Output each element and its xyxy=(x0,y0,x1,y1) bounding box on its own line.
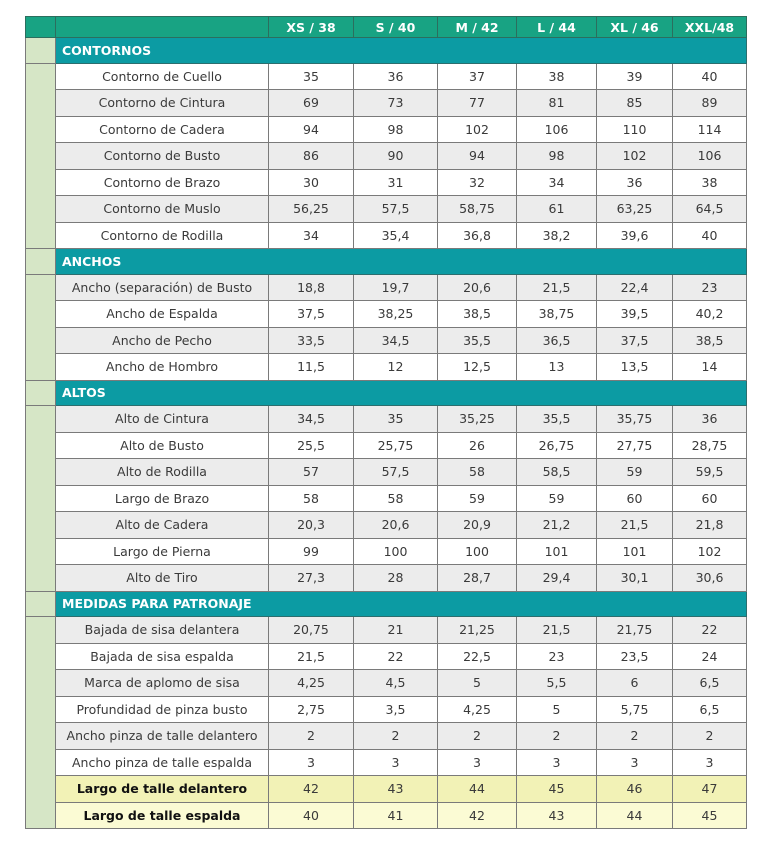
measurement-label: Largo de talle delantero xyxy=(56,776,269,803)
value-cell-xxl: 45 xyxy=(673,802,747,829)
value-cell-xxl: 38,5 xyxy=(673,327,747,354)
value-cell-l: 45 xyxy=(517,776,597,803)
value-cell-l: 13 xyxy=(517,354,597,381)
value-cell-m: 2 xyxy=(438,723,517,750)
value-cell-xs: 86 xyxy=(269,143,354,170)
value-cell-xl: 37,5 xyxy=(597,327,673,354)
value-cell-m: 4,25 xyxy=(438,696,517,723)
value-cell-xxl: 47 xyxy=(673,776,747,803)
value-cell-xl: 36 xyxy=(597,169,673,196)
table-row xyxy=(26,723,747,750)
value-cell-xl: 23,5 xyxy=(597,643,673,670)
value-cell-l: 2 xyxy=(517,723,597,750)
measurement-label: Profundidad de pinza busto xyxy=(56,696,269,723)
value-cell-xs: 40 xyxy=(269,802,354,829)
value-cell-l: 29,4 xyxy=(517,565,597,592)
value-cell-s: 90 xyxy=(354,143,438,170)
size-chart-table xyxy=(25,16,747,829)
value-cell-xxl: 30,6 xyxy=(673,565,747,592)
value-cell-xl: 13,5 xyxy=(597,354,673,381)
value-cell-s: 4,5 xyxy=(354,670,438,697)
value-cell-xs: 34 xyxy=(269,222,354,249)
value-cell-xs: 18,8 xyxy=(269,274,354,301)
column-header-m: M / 42 xyxy=(438,17,517,38)
table-row xyxy=(26,354,747,381)
value-cell-l: 61 xyxy=(517,196,597,223)
value-cell-xl: 60 xyxy=(597,485,673,512)
value-cell-l: 43 xyxy=(517,802,597,829)
value-cell-xs: 20,3 xyxy=(269,512,354,539)
value-cell-s: 43 xyxy=(354,776,438,803)
table-row xyxy=(26,406,747,433)
table-row xyxy=(26,301,747,328)
measurement-label: Alto de Rodilla xyxy=(56,459,269,486)
value-cell-xxl: 40,2 xyxy=(673,301,747,328)
value-cell-m: 26 xyxy=(438,432,517,459)
section-title: ANCHOS xyxy=(56,249,747,275)
value-cell-l: 106 xyxy=(517,116,597,143)
value-cell-l: 34 xyxy=(517,169,597,196)
measurement-label: Contorno de Rodilla xyxy=(56,222,269,249)
value-cell-l: 38,2 xyxy=(517,222,597,249)
value-cell-m: 28,7 xyxy=(438,565,517,592)
table-row xyxy=(26,670,747,697)
section-side-cell xyxy=(26,249,56,275)
value-cell-m: 58,75 xyxy=(438,196,517,223)
value-cell-s: 35,4 xyxy=(354,222,438,249)
section-side-band xyxy=(26,617,56,829)
value-cell-m: 36,8 xyxy=(438,222,517,249)
section-side-band xyxy=(26,274,56,380)
value-cell-s: 58 xyxy=(354,485,438,512)
table-row xyxy=(26,749,747,776)
measurement-label: Contorno de Busto xyxy=(56,143,269,170)
value-cell-m: 12,5 xyxy=(438,354,517,381)
value-cell-l: 21,5 xyxy=(517,617,597,644)
value-cell-l: 98 xyxy=(517,143,597,170)
table-row xyxy=(26,512,747,539)
value-cell-m: 20,9 xyxy=(438,512,517,539)
value-cell-s: 20,6 xyxy=(354,512,438,539)
measurement-label: Largo de talle espalda xyxy=(56,802,269,829)
value-cell-l: 59 xyxy=(517,485,597,512)
value-cell-xs: 57 xyxy=(269,459,354,486)
section-side-cell xyxy=(26,380,56,406)
section-side-band xyxy=(26,63,56,249)
measurement-label: Largo de Pierna xyxy=(56,538,269,565)
value-cell-xxl: 36 xyxy=(673,406,747,433)
value-cell-xl: 6 xyxy=(597,670,673,697)
table-row xyxy=(26,459,747,486)
value-cell-s: 28 xyxy=(354,565,438,592)
measurement-label: Ancho de Pecho xyxy=(56,327,269,354)
value-cell-m: 20,6 xyxy=(438,274,517,301)
table-row xyxy=(26,169,747,196)
value-cell-l: 36,5 xyxy=(517,327,597,354)
value-cell-xl: 44 xyxy=(597,802,673,829)
value-cell-xxl: 89 xyxy=(673,90,747,117)
table-row xyxy=(26,565,747,592)
value-cell-xl: 59 xyxy=(597,459,673,486)
value-cell-s: 22 xyxy=(354,643,438,670)
value-cell-xxl: 6,5 xyxy=(673,696,747,723)
value-cell-l: 35,5 xyxy=(517,406,597,433)
value-cell-l: 81 xyxy=(517,90,597,117)
value-cell-xs: 99 xyxy=(269,538,354,565)
value-cell-m: 22,5 xyxy=(438,643,517,670)
value-cell-xl: 85 xyxy=(597,90,673,117)
value-cell-l: 38,75 xyxy=(517,301,597,328)
value-cell-xxl: 22 xyxy=(673,617,747,644)
table-row xyxy=(26,90,747,117)
value-cell-xs: 34,5 xyxy=(269,406,354,433)
table-row xyxy=(26,485,747,512)
section-title: MEDIDAS PARA PATRONAJE xyxy=(56,591,747,617)
table-row xyxy=(26,802,747,829)
table-row xyxy=(26,643,747,670)
value-cell-xxl: 3 xyxy=(673,749,747,776)
measurement-label: Ancho pinza de talle espalda xyxy=(56,749,269,776)
value-cell-s: 19,7 xyxy=(354,274,438,301)
value-cell-xxl: 40 xyxy=(673,63,747,90)
value-cell-xxl: 38 xyxy=(673,169,747,196)
value-cell-xxl: 59,5 xyxy=(673,459,747,486)
measurement-label: Alto de Tiro xyxy=(56,565,269,592)
value-cell-xs: 2,75 xyxy=(269,696,354,723)
value-cell-m: 21,25 xyxy=(438,617,517,644)
value-cell-s: 3 xyxy=(354,749,438,776)
value-cell-xxl: 24 xyxy=(673,643,747,670)
measurement-label: Contorno de Muslo xyxy=(56,196,269,223)
value-cell-m: 59 xyxy=(438,485,517,512)
value-cell-xxl: 106 xyxy=(673,143,747,170)
measurement-label: Alto de Cintura xyxy=(56,406,269,433)
header-label-cell xyxy=(56,17,269,38)
value-cell-l: 58,5 xyxy=(517,459,597,486)
measurement-label: Bajada de sisa delantera xyxy=(56,617,269,644)
measurement-label: Marca de aplomo de sisa xyxy=(56,670,269,697)
table-row xyxy=(26,63,747,90)
header-side-cell xyxy=(26,17,56,38)
value-cell-l: 21,2 xyxy=(517,512,597,539)
value-cell-s: 31 xyxy=(354,169,438,196)
value-cell-xl: 101 xyxy=(597,538,673,565)
table-row xyxy=(26,196,747,223)
value-cell-m: 35,25 xyxy=(438,406,517,433)
column-header-xxl: XXL/48 xyxy=(673,17,747,38)
value-cell-xxl: 102 xyxy=(673,538,747,565)
value-cell-xl: 46 xyxy=(597,776,673,803)
value-cell-xs: 42 xyxy=(269,776,354,803)
value-cell-xs: 37,5 xyxy=(269,301,354,328)
value-cell-s: 35 xyxy=(354,406,438,433)
value-cell-m: 37 xyxy=(438,63,517,90)
value-cell-xs: 58 xyxy=(269,485,354,512)
measurement-label: Ancho de Hombro xyxy=(56,354,269,381)
section-row-medidas-para-patronaje xyxy=(26,591,747,617)
measurement-label: Bajada de sisa espalda xyxy=(56,643,269,670)
table-row xyxy=(26,538,747,565)
value-cell-xl: 22,4 xyxy=(597,274,673,301)
value-cell-xxl: 23 xyxy=(673,274,747,301)
value-cell-xs: 56,25 xyxy=(269,196,354,223)
measurement-label: Ancho (separación) de Busto xyxy=(56,274,269,301)
value-cell-m: 100 xyxy=(438,538,517,565)
value-cell-l: 3 xyxy=(517,749,597,776)
value-cell-xxl: 114 xyxy=(673,116,747,143)
table-row xyxy=(26,222,747,249)
value-cell-xs: 20,75 xyxy=(269,617,354,644)
value-cell-xxl: 28,75 xyxy=(673,432,747,459)
value-cell-xl: 110 xyxy=(597,116,673,143)
column-header-xl: XL / 46 xyxy=(597,17,673,38)
column-header-s: S / 40 xyxy=(354,17,438,38)
value-cell-s: 21 xyxy=(354,617,438,644)
section-title: ALTOS xyxy=(56,380,747,406)
section-side-band xyxy=(26,406,56,592)
value-cell-m: 3 xyxy=(438,749,517,776)
value-cell-xl: 102 xyxy=(597,143,673,170)
value-cell-m: 94 xyxy=(438,143,517,170)
value-cell-xl: 35,75 xyxy=(597,406,673,433)
table-row xyxy=(26,696,747,723)
measurement-label: Contorno de Brazo xyxy=(56,169,269,196)
value-cell-xl: 39,6 xyxy=(597,222,673,249)
measurement-label: Ancho de Espalda xyxy=(56,301,269,328)
header-row xyxy=(26,17,747,38)
value-cell-s: 57,5 xyxy=(354,459,438,486)
value-cell-l: 101 xyxy=(517,538,597,565)
value-cell-s: 41 xyxy=(354,802,438,829)
value-cell-s: 2 xyxy=(354,723,438,750)
table-body xyxy=(26,38,747,829)
table-row xyxy=(26,274,747,301)
value-cell-m: 38,5 xyxy=(438,301,517,328)
value-cell-s: 73 xyxy=(354,90,438,117)
value-cell-m: 5 xyxy=(438,670,517,697)
value-cell-xxl: 6,5 xyxy=(673,670,747,697)
measurement-label: Contorno de Cadera xyxy=(56,116,269,143)
value-cell-xs: 30 xyxy=(269,169,354,196)
value-cell-m: 35,5 xyxy=(438,327,517,354)
value-cell-xl: 27,75 xyxy=(597,432,673,459)
value-cell-xxl: 21,8 xyxy=(673,512,747,539)
value-cell-xl: 21,5 xyxy=(597,512,673,539)
value-cell-xxl: 14 xyxy=(673,354,747,381)
value-cell-xs: 3 xyxy=(269,749,354,776)
value-cell-xl: 63,25 xyxy=(597,196,673,223)
value-cell-xs: 2 xyxy=(269,723,354,750)
value-cell-l: 38 xyxy=(517,63,597,90)
value-cell-xs: 27,3 xyxy=(269,565,354,592)
value-cell-xxl: 40 xyxy=(673,222,747,249)
value-cell-xl: 3 xyxy=(597,749,673,776)
measurement-label: Contorno de Cuello xyxy=(56,63,269,90)
value-cell-l: 21,5 xyxy=(517,274,597,301)
value-cell-m: 42 xyxy=(438,802,517,829)
value-cell-l: 26,75 xyxy=(517,432,597,459)
value-cell-m: 77 xyxy=(438,90,517,117)
value-cell-l: 5 xyxy=(517,696,597,723)
value-cell-s: 34,5 xyxy=(354,327,438,354)
section-side-cell xyxy=(26,591,56,617)
value-cell-xs: 21,5 xyxy=(269,643,354,670)
section-side-cell xyxy=(26,38,56,64)
value-cell-xs: 11,5 xyxy=(269,354,354,381)
value-cell-xxl: 60 xyxy=(673,485,747,512)
section-title: CONTORNOS xyxy=(56,38,747,64)
measurement-label: Ancho pinza de talle delantero xyxy=(56,723,269,750)
column-header-l: L / 44 xyxy=(517,17,597,38)
value-cell-s: 36 xyxy=(354,63,438,90)
value-cell-m: 32 xyxy=(438,169,517,196)
section-row-contornos xyxy=(26,38,747,64)
value-cell-xl: 5,75 xyxy=(597,696,673,723)
value-cell-s: 98 xyxy=(354,116,438,143)
measurement-label: Alto de Busto xyxy=(56,432,269,459)
value-cell-xs: 25,5 xyxy=(269,432,354,459)
value-cell-s: 100 xyxy=(354,538,438,565)
value-cell-xxl: 2 xyxy=(673,723,747,750)
table-row xyxy=(26,776,747,803)
value-cell-xl: 30,1 xyxy=(597,565,673,592)
table-row xyxy=(26,143,747,170)
value-cell-xl: 2 xyxy=(597,723,673,750)
value-cell-l: 5,5 xyxy=(517,670,597,697)
value-cell-m: 44 xyxy=(438,776,517,803)
section-row-altos xyxy=(26,380,747,406)
value-cell-xxl: 64,5 xyxy=(673,196,747,223)
value-cell-xl: 39 xyxy=(597,63,673,90)
table-row xyxy=(26,617,747,644)
value-cell-xs: 4,25 xyxy=(269,670,354,697)
section-row-anchos xyxy=(26,249,747,275)
value-cell-s: 57,5 xyxy=(354,196,438,223)
value-cell-m: 58 xyxy=(438,459,517,486)
measurement-label: Contorno de Cintura xyxy=(56,90,269,117)
value-cell-s: 25,75 xyxy=(354,432,438,459)
value-cell-xs: 35 xyxy=(269,63,354,90)
measurement-label: Largo de Brazo xyxy=(56,485,269,512)
value-cell-s: 12 xyxy=(354,354,438,381)
value-cell-xs: 33,5 xyxy=(269,327,354,354)
value-cell-s: 3,5 xyxy=(354,696,438,723)
column-header-xs: XS / 38 xyxy=(269,17,354,38)
value-cell-xs: 94 xyxy=(269,116,354,143)
table-row xyxy=(26,432,747,459)
value-cell-xl: 39,5 xyxy=(597,301,673,328)
value-cell-l: 23 xyxy=(517,643,597,670)
value-cell-m: 102 xyxy=(438,116,517,143)
value-cell-s: 38,25 xyxy=(354,301,438,328)
measurement-label: Alto de Cadera xyxy=(56,512,269,539)
table-row xyxy=(26,327,747,354)
value-cell-xs: 69 xyxy=(269,90,354,117)
value-cell-xl: 21,75 xyxy=(597,617,673,644)
table-row xyxy=(26,116,747,143)
